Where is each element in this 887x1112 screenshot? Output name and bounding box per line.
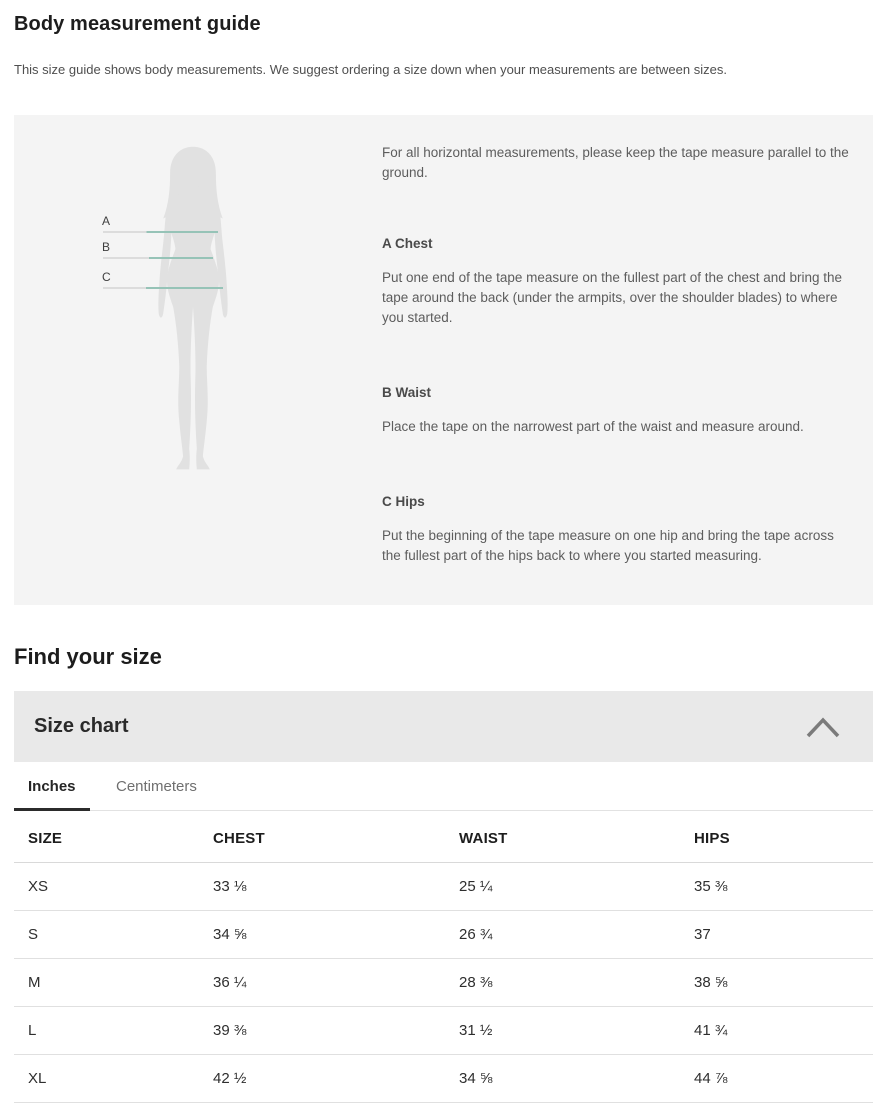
- silhouette-body: [167, 185, 219, 469]
- measurement-guide-panel: [14, 115, 873, 605]
- cell-size: XL: [14, 1055, 199, 1103]
- table-row-s: [14, 911, 873, 959]
- silhouette-head: [182, 157, 203, 189]
- cell-size: S: [14, 911, 199, 959]
- cell-size: XS: [14, 863, 199, 911]
- table-row-l: [14, 1007, 873, 1055]
- cell-hips: 37: [680, 911, 873, 959]
- cell-chest: 34 ⅝: [199, 911, 445, 959]
- measurement-instructions: [382, 143, 850, 566]
- cell-chest: 36 ¼: [199, 959, 445, 1007]
- section-a-chest-text: Put one end of the tape measure on the fullest part of the chest and bring the tape around the back (under the armpits, over the shoulder blades) to where you started.: [382, 270, 843, 325]
- section-c-hips-text: Put the beginning of the tape measure on one hip and bring the tape across the fullest part of the hips back to where you started measuring.: [382, 528, 834, 563]
- size-chart-title: Size chart: [34, 715, 129, 737]
- cell-waist: 25 ¼: [445, 863, 680, 911]
- cell-chest: 42 ½: [199, 1055, 445, 1103]
- cell-waist: 34 ⅝: [445, 1055, 680, 1103]
- size-chart-accordion-header[interactable]: [14, 691, 873, 762]
- section-b-waist-text: Place the tape on the narrowest part of the waist and measure around.: [382, 419, 804, 434]
- cell-chest: 33 ⅛: [199, 863, 445, 911]
- cell-hips: 44 ⅞: [680, 1055, 873, 1103]
- column-header-hips: HIPS: [680, 811, 873, 863]
- chevron-up-icon[interactable]: [805, 715, 841, 739]
- column-header-size: SIZE: [14, 811, 199, 863]
- page-title: Body measurement guide: [14, 13, 261, 35]
- size-chart-table: [14, 811, 873, 1103]
- tab-centimeters[interactable]: Centimeters: [115, 778, 197, 795]
- table-row-xl: [14, 1055, 873, 1103]
- find-your-size-heading: Find your size: [14, 644, 162, 669]
- section-b-waist-label: B Waist: [382, 385, 432, 400]
- section-c-hips-label: C Hips: [382, 494, 425, 509]
- female-body-silhouette-image: [132, 145, 254, 481]
- unit-tabs: [14, 762, 873, 811]
- table-row-xs: [14, 863, 873, 911]
- section-c-hips: [382, 493, 850, 566]
- table-header-row: [14, 811, 873, 863]
- cell-waist: 28 ⅜: [445, 959, 680, 1007]
- cell-chest: 39 ⅜: [199, 1007, 445, 1055]
- measurement-label-c: C: [102, 270, 111, 284]
- cell-hips: 38 ⅝: [680, 959, 873, 1007]
- column-header-waist: WAIST: [445, 811, 680, 863]
- cell-hips: 41 ¾: [680, 1007, 873, 1055]
- tab-inches[interactable]: Inches: [14, 762, 90, 811]
- section-a-chest-label: A Chest: [382, 236, 433, 251]
- section-b-waist: [382, 384, 850, 437]
- cell-hips: 35 ⅜: [680, 863, 873, 911]
- cell-size: M: [14, 959, 199, 1007]
- measurement-label-a: A: [102, 214, 111, 228]
- section-a-chest: [382, 235, 850, 328]
- waist-measurement-line: [103, 257, 213, 259]
- hips-measurement-line: [103, 287, 223, 289]
- cell-waist: 26 ¾: [445, 911, 680, 959]
- table-row-m: [14, 959, 873, 1007]
- cell-waist: 31 ½: [445, 1007, 680, 1055]
- column-header-chest: CHEST: [199, 811, 445, 863]
- measurement-intro-text: For all horizontal measurements, please keep the tape measure parallel to the ground.: [382, 145, 849, 180]
- chest-measurement-line: [103, 231, 218, 233]
- page-subtitle: This size guide shows body measurements. We suggest ordering a size down when your measurements are between sizes.: [14, 62, 727, 77]
- measurement-label-b: B: [102, 240, 111, 254]
- cell-size: L: [14, 1007, 199, 1055]
